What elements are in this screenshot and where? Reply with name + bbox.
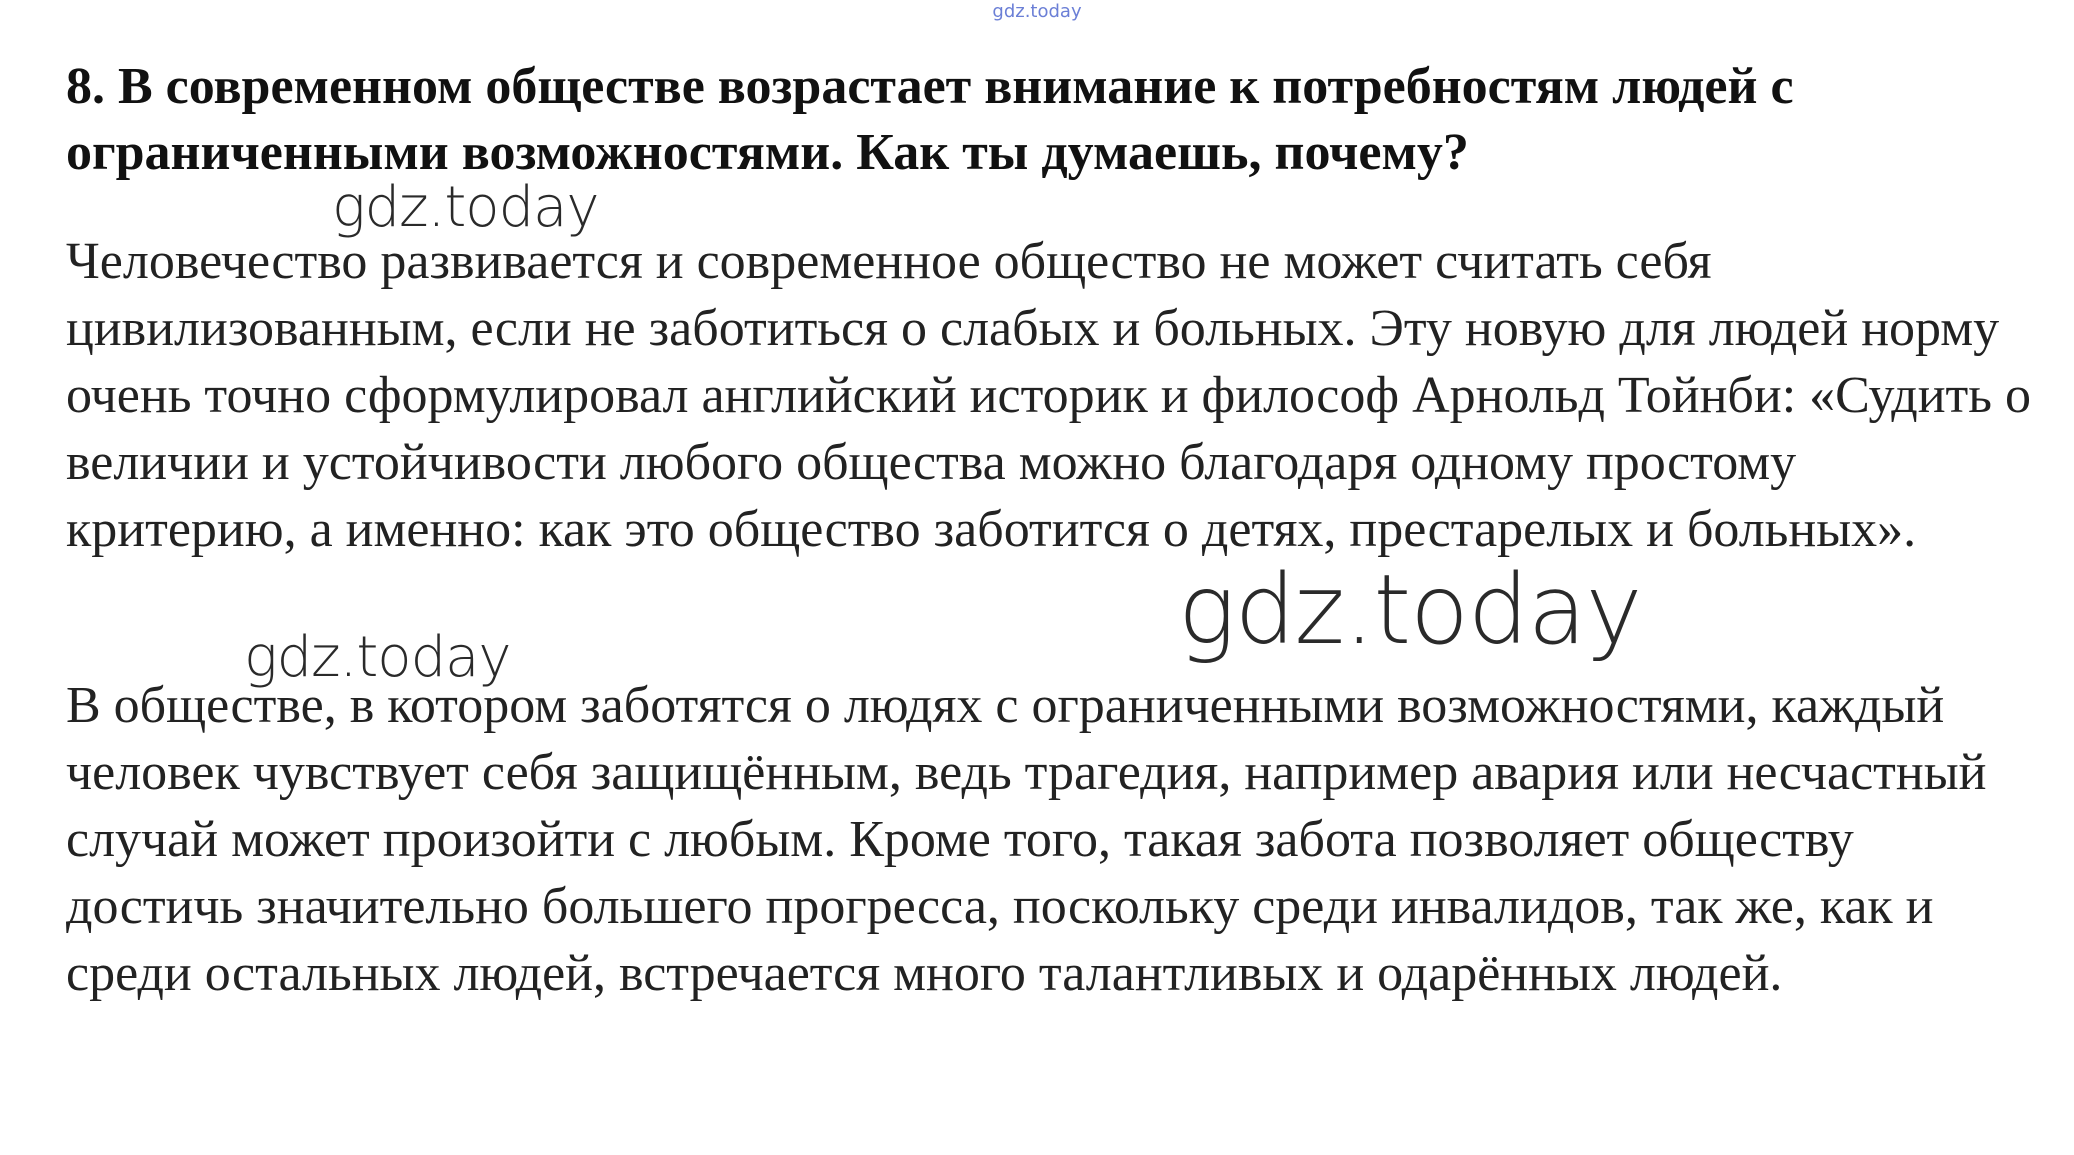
watermark-2: gdz.today <box>1178 554 1642 666</box>
watermark-3: gdz.today <box>244 625 511 690</box>
answer-paragraph-2: В обществе, в котором заботятся о людях с ограниченными возможностями, каждый человек чувствует себя защищённым, ведь трагедия, например авария или несчастный случай может произойти с любым. Кроме того, такая забота позволяет обществу достичь значительно большего прогресса, поскольку среди инвалидов, так же, как и среди остальных людей, встречается много талантливых и одарённых людей. <box>66 677 1987 1002</box>
top-watermark: gdz.today <box>992 1 1082 22</box>
watermark-1: gdz.today <box>332 175 599 240</box>
answer-paragraph-1: Человечество развивается и современное общество не может считать себя цивилизованным, если не заботиться о слабых и больных. Эту новую для людей норму очень точно сформулировал английский историк и философ Арнольд Тойнби: «Судить о величии и устойчивости любого общества можно благодаря одному простому критерию, а именно: как это общество заботится о детях, престарелых и больных». <box>66 233 2031 558</box>
question-heading: 8. В современном обществе возрастает внимание к потребностям людей с ограниченными возможностями. Как ты думаешь, почему? <box>66 58 1794 181</box>
